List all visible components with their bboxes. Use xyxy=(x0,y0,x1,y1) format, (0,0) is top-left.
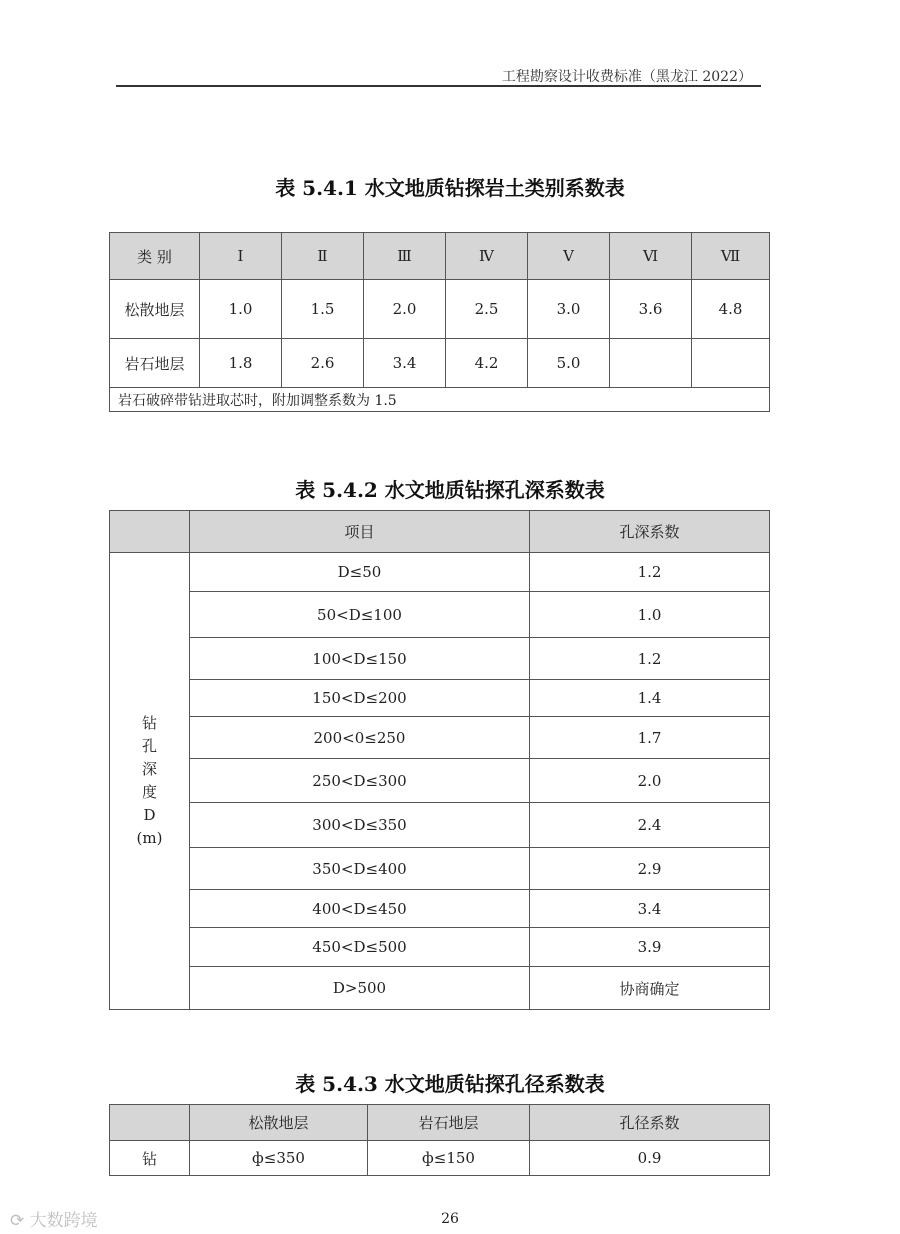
watermark-text: 大数跨境 xyxy=(29,1211,98,1231)
table1-note: 岩石破碎带钻进取芯时，附加调整系数为 1.5 xyxy=(110,388,770,412)
table3-header-row xyxy=(110,1105,770,1141)
table-row xyxy=(110,848,770,890)
table-row xyxy=(110,553,770,592)
table-cell: 2.6 xyxy=(282,339,364,388)
table1-header-cell: Ⅳ xyxy=(446,233,528,280)
table1-header-cell: Ⅲ xyxy=(364,233,446,280)
table-cell: 3.4 xyxy=(364,339,446,388)
side-label-char: 钻 xyxy=(141,714,157,732)
table3-header-cell: 岩石地层 xyxy=(368,1105,530,1141)
table-cell: 2.0 xyxy=(530,759,770,803)
table-row xyxy=(110,717,770,759)
table-cell: 2.5 xyxy=(446,280,528,339)
table-cell: 4.2 xyxy=(446,339,528,388)
table-cell: D>500 xyxy=(190,967,530,1010)
table-cell: 1.7 xyxy=(530,717,770,759)
table-cell: 1.4 xyxy=(530,680,770,717)
table-cell: 1.2 xyxy=(530,553,770,592)
table2-header-cell: 项目 xyxy=(190,511,530,553)
table-cell: 400<D≤450 xyxy=(190,890,530,928)
table-cell: 3.0 xyxy=(528,280,610,339)
table-cell: 450<D≤500 xyxy=(190,928,530,967)
side-label-char: 孔 xyxy=(141,737,157,755)
table-cell: 200<0≤250 xyxy=(190,717,530,759)
row-label: 钻 xyxy=(110,1141,190,1176)
table1-header-cell: V xyxy=(528,233,610,280)
table-cell: 2.0 xyxy=(364,280,446,339)
side-label-char: D xyxy=(143,806,156,824)
table-cell: 350<D≤400 xyxy=(190,848,530,890)
table-cell: 1.8 xyxy=(200,339,282,388)
table-cell: 3.9 xyxy=(530,928,770,967)
table-cell: 300<D≤350 xyxy=(190,803,530,848)
table-cell: 3.4 xyxy=(530,890,770,928)
table-cell: ф≤350 xyxy=(190,1141,368,1176)
table-cell: 1.5 xyxy=(282,280,364,339)
table-row xyxy=(110,280,770,339)
table-cell: 2.4 xyxy=(530,803,770,848)
table1-header-cell: 类 别 xyxy=(110,233,200,280)
table-cell: 250<D≤300 xyxy=(190,759,530,803)
table-row xyxy=(110,967,770,1010)
table1-header-cell: Ⅵ xyxy=(610,233,692,280)
table3-header-cell xyxy=(110,1105,190,1141)
table-cell: 100<D≤150 xyxy=(190,638,530,680)
watermark-icon: ⟳ xyxy=(10,1211,25,1231)
table1-note-row xyxy=(110,388,770,412)
table1 xyxy=(109,232,770,412)
table-cell: 1.0 xyxy=(530,592,770,638)
table1-header-cell: Ⅶ xyxy=(692,233,770,280)
table2-caption: 表 5.4.2 水文地质钻探孔深系数表 xyxy=(295,478,605,502)
table-cell xyxy=(610,339,692,388)
side-label-char: 深 xyxy=(141,760,157,778)
table2-header-cell: 孔深系数 xyxy=(530,511,770,553)
table3-caption: 表 5.4.3 水文地质钻探孔径系数表 xyxy=(295,1072,605,1096)
table-row xyxy=(110,1141,770,1176)
side-label-char: (m) xyxy=(136,829,163,847)
table-row xyxy=(110,638,770,680)
table-cell: 50<D≤100 xyxy=(190,592,530,638)
table-cell: D≤50 xyxy=(190,553,530,592)
table-row xyxy=(110,803,770,848)
table-row xyxy=(110,890,770,928)
table2-header-cell xyxy=(110,511,190,553)
table1-caption: 表 5.4.1 水文地质钻探岩土类别系数表 xyxy=(275,176,625,200)
side-label-char: 度 xyxy=(141,783,157,801)
table-cell: 1.0 xyxy=(200,280,282,339)
row-label: 松散地层 xyxy=(110,280,200,339)
table-cell: 5.0 xyxy=(528,339,610,388)
table3-header-cell: 孔径系数 xyxy=(530,1105,770,1141)
header-title: 工程勘察设计收费标准（黑龙江 2022） xyxy=(501,69,752,85)
table-cell xyxy=(692,339,770,388)
table-row xyxy=(110,680,770,717)
table-row xyxy=(110,759,770,803)
table-cell: 2.9 xyxy=(530,848,770,890)
table1-header-cell: I xyxy=(200,233,282,280)
row-label: 岩石地层 xyxy=(110,339,200,388)
table-row xyxy=(110,592,770,638)
header-rule xyxy=(116,85,761,87)
page-number: 26 xyxy=(441,1211,459,1227)
table-cell: 0.9 xyxy=(530,1141,770,1176)
table2-side-label xyxy=(110,553,190,1010)
table-row xyxy=(110,339,770,388)
table2 xyxy=(109,510,770,1010)
table1-header-cell: Ⅱ xyxy=(282,233,364,280)
table-row xyxy=(110,928,770,967)
table3-header-cell: 松散地层 xyxy=(190,1105,368,1141)
table-cell: 150<D≤200 xyxy=(190,680,530,717)
watermark-logo xyxy=(10,1206,98,1231)
table-cell: 4.8 xyxy=(692,280,770,339)
table1-header-row xyxy=(110,233,770,280)
table-cell: 协商确定 xyxy=(530,967,770,1010)
table2-header-row xyxy=(110,511,770,553)
table3 xyxy=(109,1104,770,1176)
table-cell: 1.2 xyxy=(530,638,770,680)
table-cell: 3.6 xyxy=(610,280,692,339)
table-cell: ф≤150 xyxy=(368,1141,530,1176)
